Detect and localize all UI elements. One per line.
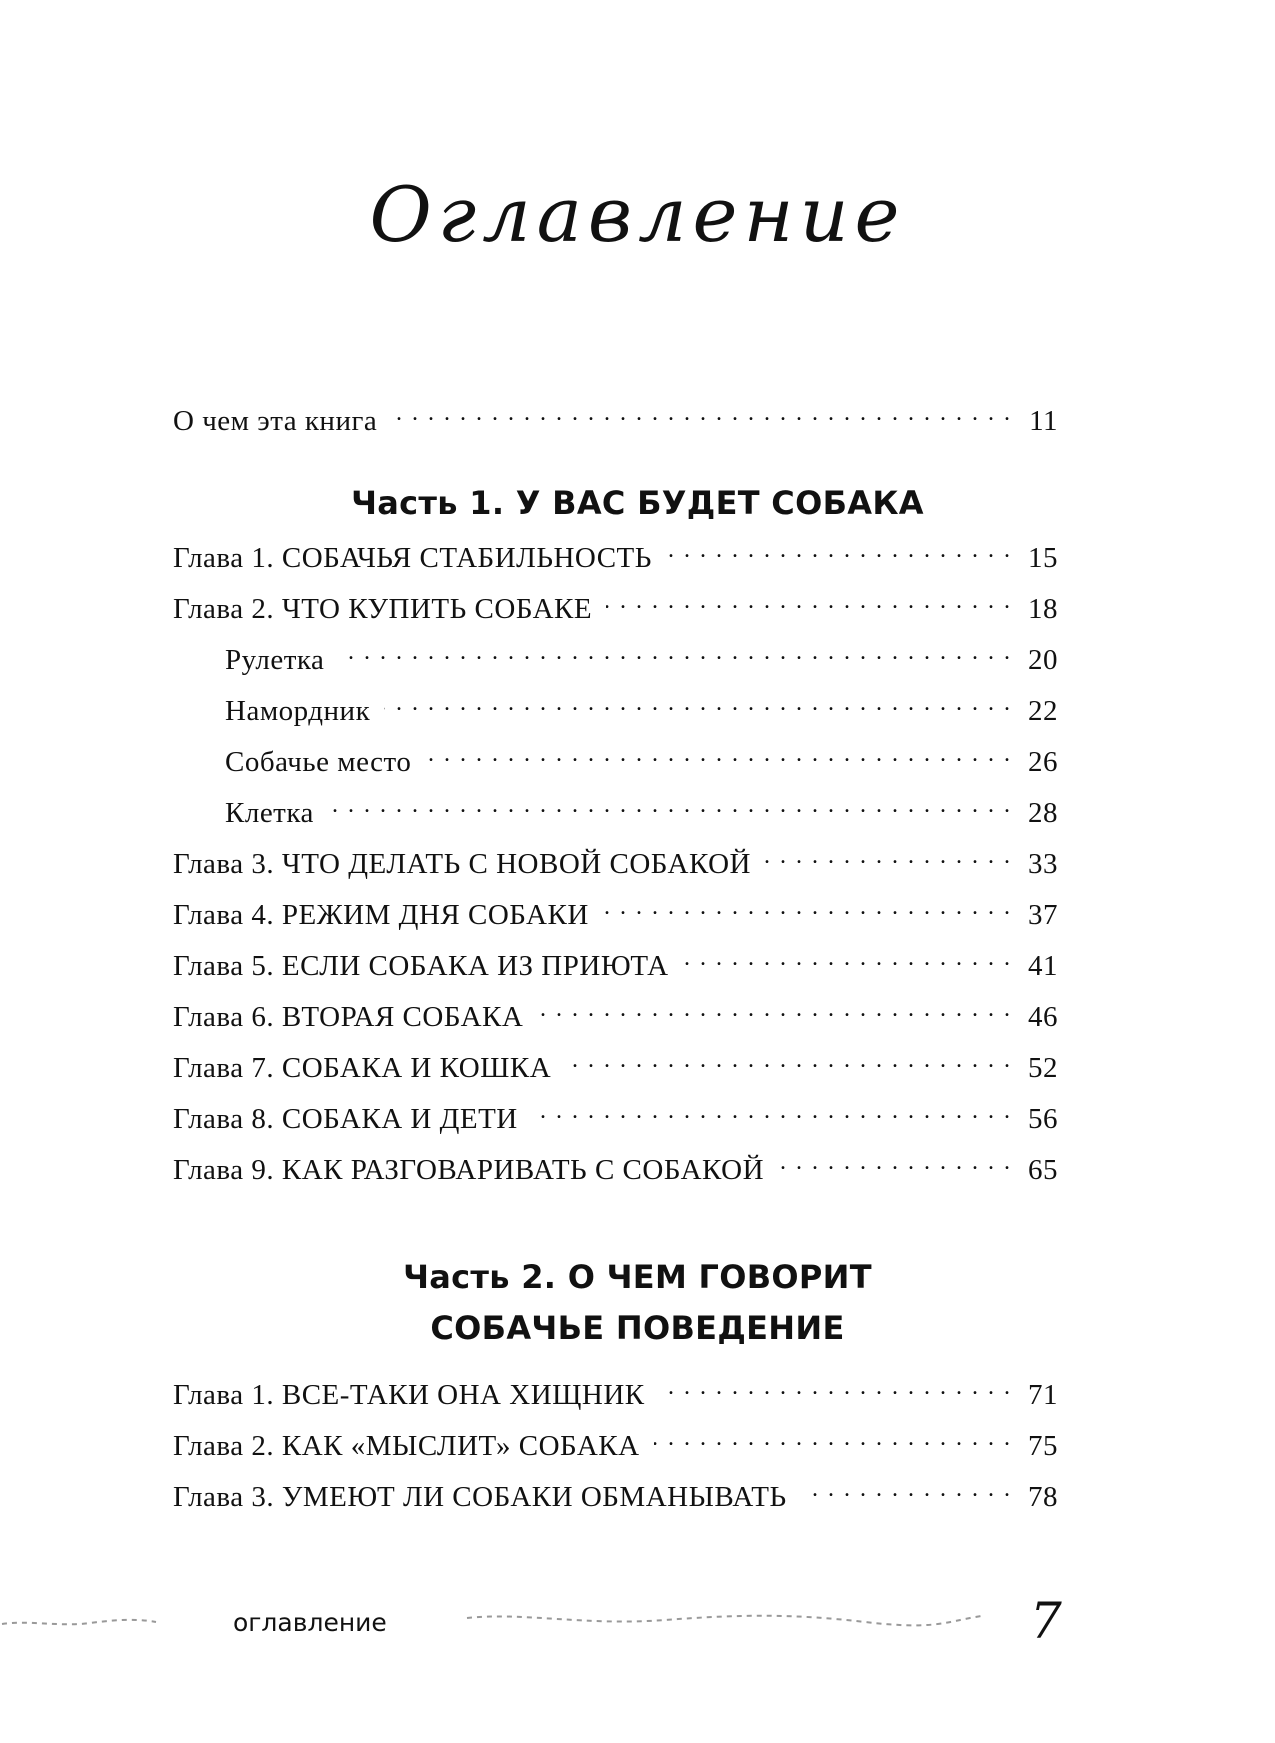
leader-dots — [425, 741, 1012, 771]
toc-entry — [173, 1374, 1058, 1425]
toc-subentry — [173, 792, 1058, 843]
toc-entry-page: 52 — [1028, 1052, 1058, 1084]
leader-dots — [565, 1047, 1012, 1077]
toc-entry — [173, 1047, 1058, 1098]
leader-dots — [391, 400, 1012, 430]
toc-entry-label: Глава 1. СОБАЧЬЯ СТАБИЛЬНОСТЬ — [173, 542, 652, 574]
toc-entry — [173, 1098, 1058, 1149]
toc-entry-label: Глава 3. ЧТО ДЕЛАТЬ С НОВОЙ СОБАКОЙ — [173, 848, 751, 880]
toc-entry-page: 41 — [1028, 950, 1058, 982]
toc-entry — [173, 1149, 1058, 1200]
toc-entry-label: Глава 7. СОБАКА И КОШКА — [173, 1052, 552, 1084]
toc-entry — [173, 1425, 1058, 1476]
leader-dots — [537, 996, 1012, 1026]
toc-subentry — [173, 639, 1058, 690]
toc-entry — [173, 537, 1058, 588]
toc-entry — [173, 945, 1058, 996]
toc-entry-label: Глава 8. СОБАКА И ДЕТИ — [173, 1103, 518, 1135]
toc-entry-page: 78 — [1028, 1481, 1058, 1513]
toc-part-1 — [173, 428, 1058, 1200]
toc-entry-label: Глава 6. ВТОРАЯ СОБАКА — [173, 1001, 524, 1033]
leader-dots — [683, 945, 1012, 975]
leader-dots — [659, 1374, 1012, 1404]
leader-dots — [765, 843, 1012, 873]
footer-page-number: 7 — [1030, 1592, 1062, 1650]
toc-entry-page: 56 — [1028, 1103, 1058, 1135]
leader-dots — [603, 894, 1012, 924]
leader-dots — [778, 1149, 1012, 1179]
part-heading-line-2: СОБАЧЬЕ ПОВЕДЕНИЕ — [430, 1309, 845, 1347]
toc-entry — [173, 894, 1058, 945]
toc-entry-page: 26 — [1028, 746, 1058, 778]
toc-entry-page: 46 — [1028, 1001, 1058, 1033]
footer-wavy-line-left — [0, 1612, 160, 1632]
toc-entry-page: 20 — [1028, 644, 1058, 676]
part-heading-line-1: Часть 2. О ЧЕМ ГОВОРИТ — [403, 1258, 872, 1296]
leader-dots — [532, 1098, 1012, 1128]
toc-entry-page: 11 — [1029, 405, 1058, 437]
toc-entry-label: О чем эта книга — [173, 405, 378, 437]
leader-dots — [666, 537, 1012, 567]
leader-dots — [606, 588, 1012, 618]
toc-entry-page: 75 — [1028, 1430, 1058, 1462]
toc-subentry — [173, 741, 1058, 792]
toc-entry-label: Глава 2. КАК «МЫСЛИТ» СОБАКА — [173, 1430, 640, 1462]
toc-entry-page: 37 — [1028, 899, 1058, 931]
toc-part-2 — [173, 1252, 1058, 1527]
toc-entry-page: 65 — [1028, 1154, 1058, 1186]
toc-entry-label: Клетка — [225, 797, 314, 829]
toc-entry-page: 22 — [1028, 695, 1058, 727]
toc-entry-label: Намордник — [225, 695, 371, 727]
page-title: Оглавление — [369, 170, 906, 259]
leader-dots — [328, 792, 1012, 822]
toc-entry-label: Глава 5. ЕСЛИ СОБАКА ИЗ ПРИЮТА — [173, 950, 669, 982]
toc-entry-page: 15 — [1028, 542, 1058, 574]
toc-entry-page: 33 — [1028, 848, 1058, 880]
toc-entry-page: 71 — [1028, 1379, 1058, 1411]
toc-entry-label: Глава 4. РЕЖИМ ДНЯ СОБАКИ — [173, 899, 589, 931]
toc-entry-page: 28 — [1028, 797, 1058, 829]
toc-entry-label: Глава 3. УМЕЮТ ЛИ СОБАКИ ОБМАНЫВАТЬ — [173, 1481, 787, 1513]
toc-entry-label: Рулетка — [225, 644, 325, 676]
leader-dots — [338, 639, 1012, 669]
toc-entry-label: Глава 9. КАК РАЗГОВАРИВАТЬ С СОБАКОЙ — [173, 1154, 765, 1186]
footer-wavy-line-right — [465, 1608, 985, 1632]
toc-entry — [173, 843, 1058, 894]
part-heading: Часть 1. У ВАС БУДЕТ СОБАКА — [351, 484, 924, 522]
toc-entry — [173, 996, 1058, 1047]
toc-entry-label: Глава 1. ВСЕ-ТАКИ ОНА ХИЩНИК — [173, 1379, 645, 1411]
leader-dots — [654, 1425, 1012, 1455]
toc-entry-label: Собачье место — [225, 746, 412, 778]
toc-entry — [173, 588, 1058, 639]
footer-section-label: оглавление — [233, 1608, 387, 1637]
leader-dots — [384, 690, 1012, 720]
toc-entry-label: Глава 2. ЧТО КУПИТЬ СОБАКЕ — [173, 593, 593, 625]
toc-entry — [173, 1476, 1058, 1527]
leader-dots — [801, 1476, 1012, 1506]
toc-subentry — [173, 690, 1058, 741]
toc-entry-page: 18 — [1028, 593, 1058, 625]
